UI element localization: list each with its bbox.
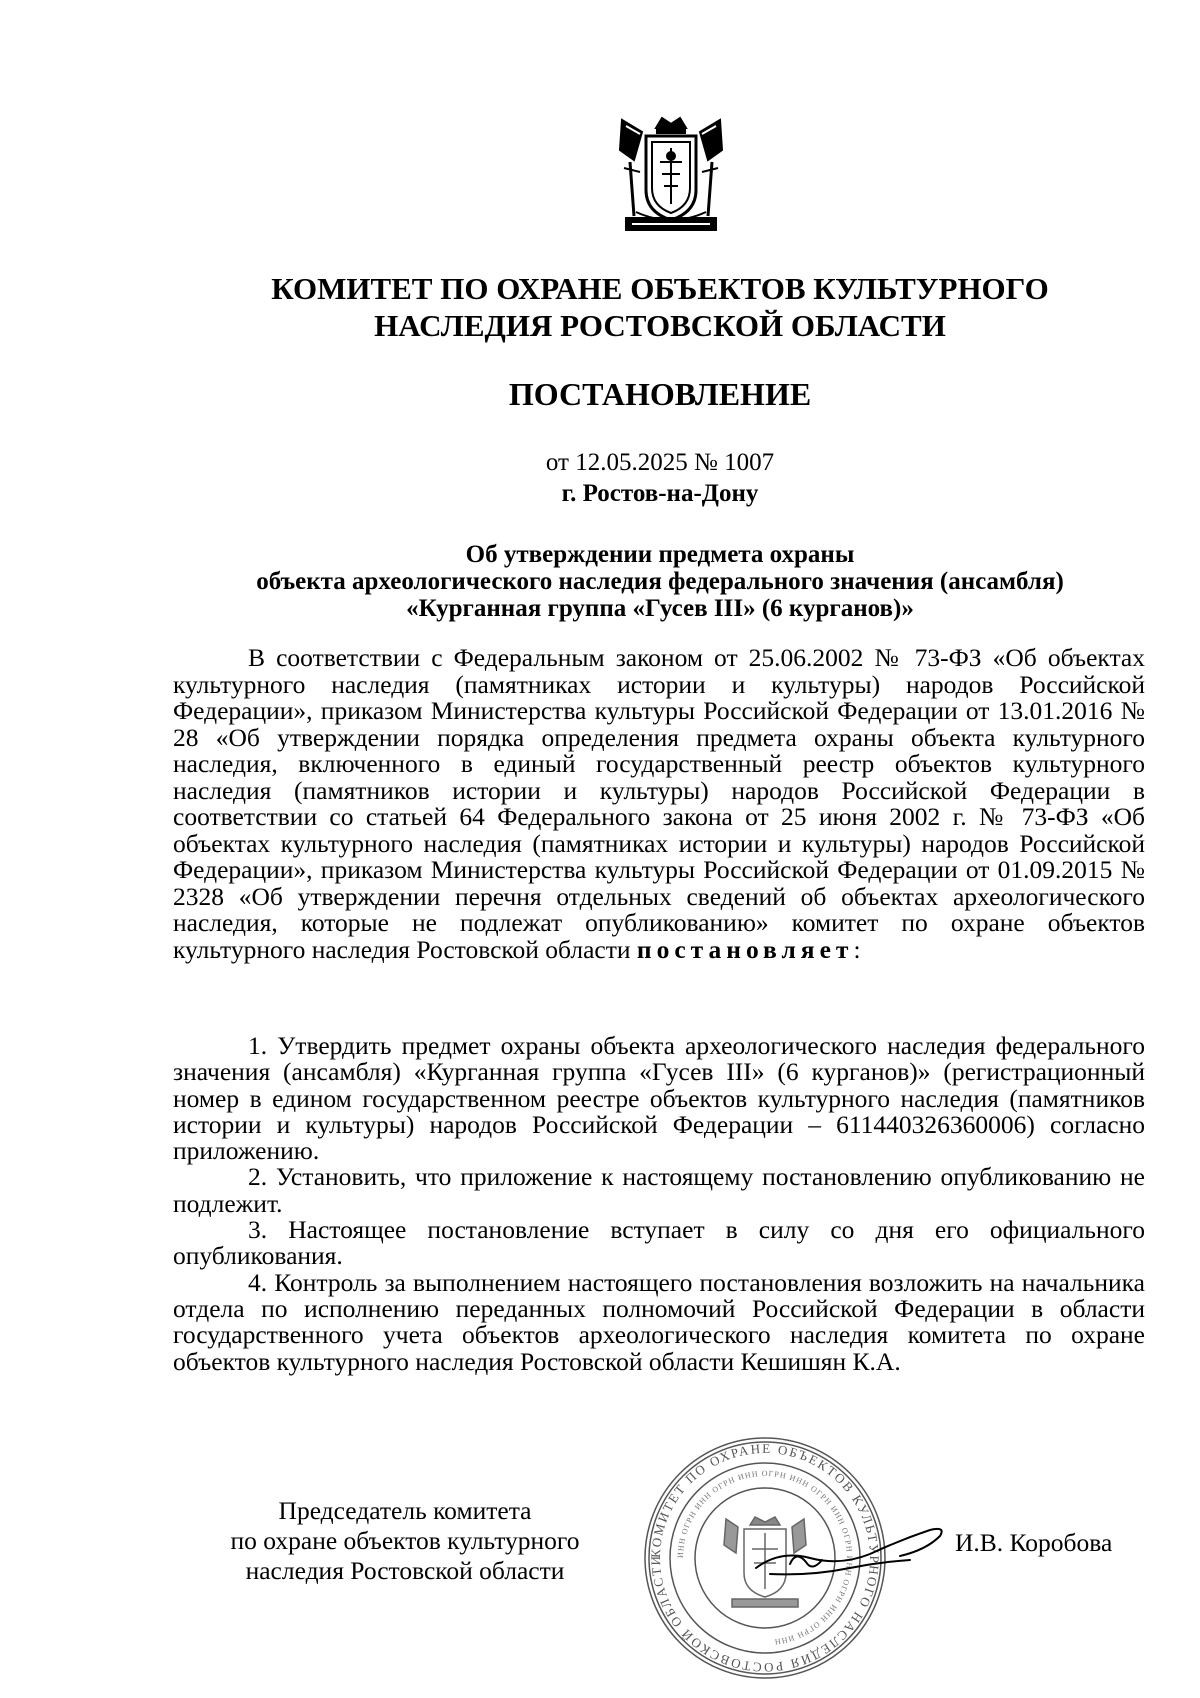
signatory-position-line2: по охране объектов культурного <box>230 1526 580 1555</box>
preamble-paragraph <box>173 645 1145 963</box>
resolution-item: 3. Настоящее постановление вступает в силу со дня его официального опубликования. <box>173 1215 1145 1271</box>
handwritten-signature-icon <box>750 1510 950 1600</box>
organization-title-line1: КОМИТЕТ ПО ОХРАНЕ ОБЪЕКТОВ КУЛЬТУРНОГО <box>271 271 1049 306</box>
svg-text:КОМИТЕТ ПО ОХРАНЕ ОБЪЕКТОВ КУЛ: КОМИТЕТ ПО ОХРАНЕ ОБЪЕКТОВ КУЛЬТУРНОГО НАСЛЕДИЯ РОСТОВСКОЙ ОБЛАСТИ <box>647 1440 883 1676</box>
subject-line2: объекта археологического наследия федерального значения (ансамбля) <box>256 568 1064 595</box>
resolves-colon: : <box>853 934 861 964</box>
document-date-number: от 12.05.2025 № 1007 <box>545 449 775 476</box>
preamble-text: В соответствии с Федеральным законом от 25.06.2002 № 73-ФЗ «Об объектах культурного наследия (памятниках истории и культуры) народов Российской Федерации», приказом Министерства культуры Российской Федерации от 13.01.2016 № 28 «Об утверждении порядка определения предмета охраны объекта культурного наследия, включенного в единый государственный реестр объектов культурного наследия (памятников истории и культуры) народов Российской Федерации в соответствии со статьей 64 Федерального закона от 25 июня 2002 г. № 73-ФЗ «Об объектах культурного наследия (памятниках истории и культуры) народов Российской Федерации», приказом Министерства культуры Российской Федерации от 01.09.2015 № 2328 «Об утверждении перечня отдельных сведений об объектах археологического наследия, которые не подлежат опубликованию» комитет по охране объектов культурного наследия Ростовской области <box>173 643 1145 964</box>
subject-line3: «Курганная группа «Гусев III» (6 курганов)» <box>406 595 914 622</box>
signatory-position <box>170 1496 640 1586</box>
resolves-word: постановляет <box>636 934 854 964</box>
resolution-item: 1. Утвердить предмет охраны объекта археологического наследия федерального значения (ансамбля) «Курганная группа «Гусев III» (6 курганов)» (регистрационный номер в едином государственном реестре объектов культурного наследия (памятников истории и культуры) народов Российской Федерации – 611440326360006) согласно приложению. <box>173 1031 1145 1166</box>
preamble <box>173 645 1145 963</box>
subject-line1: Об утверждении предмета охраны <box>465 541 855 568</box>
coat-of-arms-icon <box>612 112 730 238</box>
resolution-item: 2. Установить, что приложение к настоящему постановлению опубликованию не подлежит. <box>173 1162 1145 1218</box>
signatory-position-line3: наследия Ростовской области <box>245 1556 565 1585</box>
signatory-name: И.В. Коробова <box>955 1528 1113 1557</box>
resolution-items <box>173 1033 1145 1375</box>
document-city: г. Ростов-на-Дону <box>561 480 759 507</box>
organization-title <box>120 270 1200 344</box>
signatory-position-line1: Председатель комитета <box>278 1496 532 1525</box>
svg-text:ИНН ОГРН ИНН ОГРН ИНН ОГРН ИНН: ИНН ОГРН ИНН ОГРН ИНН ОГРН ИНН ОГРН ИНН ОГРН ИНН ОГРН ИНН ОГРН ИНН <box>675 1468 855 1647</box>
document-subject <box>120 541 1200 622</box>
document-type: ПОСТАНОВЛЕНИЕ <box>508 376 812 412</box>
organization-title-line2: НАСЛЕДИЯ РОСТОВСКОЙ ОБЛАСТИ <box>374 308 946 343</box>
resolution-item: 4. Контроль за выполнением настоящего постановления возложить на начальника отдела по исполнению переданных полномочий Российской Федерации в области государственного учета объектов археологического наследия комитета по охране объектов культурного наследия Ростовской области Кешишян К.А. <box>173 1267 1145 1376</box>
